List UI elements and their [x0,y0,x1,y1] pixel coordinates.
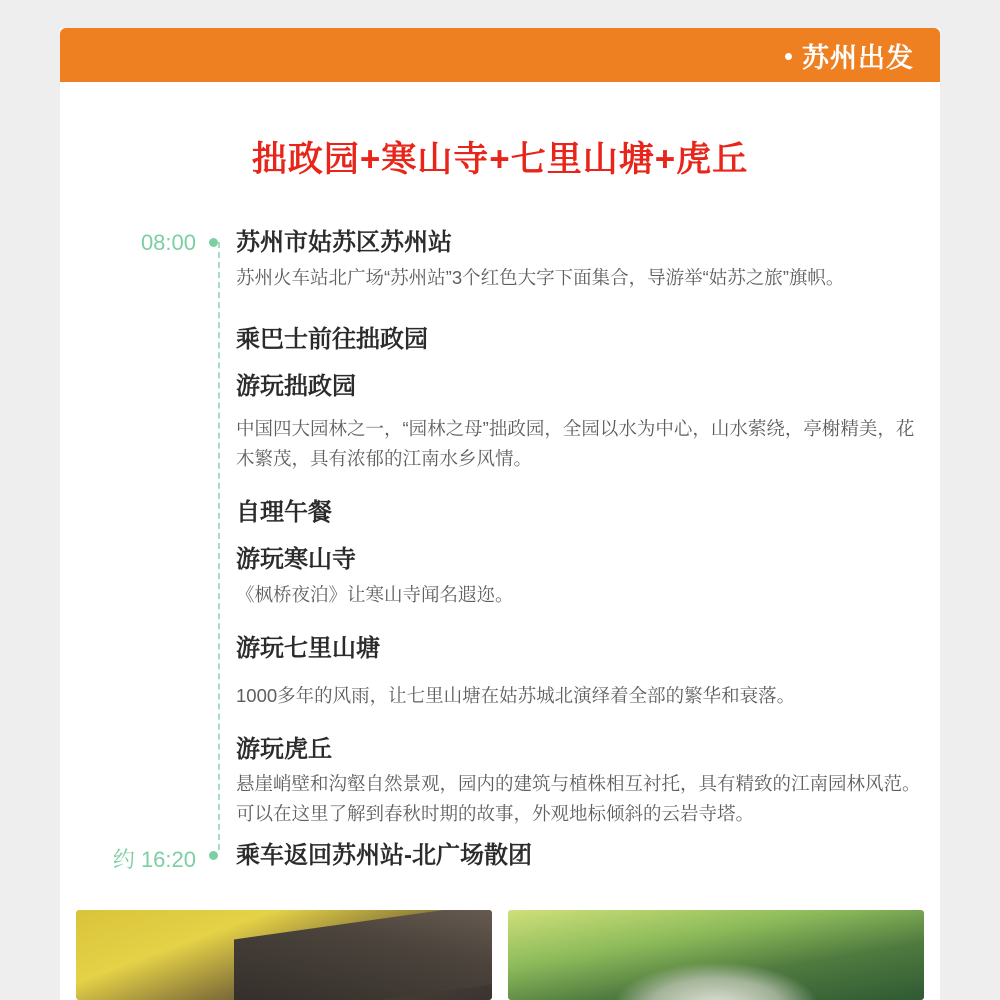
item-title: 游玩拙政园 [236,372,356,400]
item-title: 游玩寒山寺 [236,546,356,574]
spacer [60,829,940,839]
item-time: 08:00 [140,230,196,255]
spacer [60,533,940,543]
item-title: 游玩虎丘 [236,735,332,763]
item-desc: 苏州火车站北广场“苏州站”3个红色大字下面集合，导游举“姑苏之旅”旗帜。 [236,266,845,288]
item-content [228,323,940,360]
item-desc: 悬崖峭壁和沟壑自然景观，园内的建筑与植株相互衬托，具有精致的江南园林风范。可以在这里了解到春秋时期的故事，外观地标倾斜的云岩寺塔。 [236,773,921,825]
item-content [228,370,940,475]
item-title: 乘车返回苏州站-北广场散团 [236,842,532,870]
list-item [60,839,940,876]
item-title: 自理午餐 [236,499,332,527]
list-item [60,323,940,360]
list-item [60,370,940,475]
timeline-dot-icon [209,238,218,247]
item-time [60,543,210,547]
list-item [60,632,940,711]
photo-strip [60,910,940,1000]
header-bar [60,28,940,82]
itinerary-timeline [60,226,940,876]
brochure-page [60,28,940,1000]
item-time [60,323,210,327]
item-title: 乘巴士前往拙政园 [236,325,428,353]
list-item [60,543,940,610]
item-content [228,226,940,293]
item-time [60,632,210,636]
item-content [228,543,940,610]
spacer [60,610,940,632]
item-content [228,733,940,830]
bullet-dot-icon [785,53,792,60]
item-title: 苏州市姑苏区苏州站 [236,229,452,256]
item-title: 游玩七里山塘 [236,634,380,662]
garden-bridge-photo [508,910,924,1000]
spacer [60,474,940,496]
item-content [228,496,940,533]
item-desc: 1000多年的风雨，让七里山塘在姑苏城北演绎着全部的繁华和衰落。 [236,684,796,706]
item-time [60,370,210,374]
item-content [228,632,940,711]
list-item [60,496,940,533]
list-item [60,733,940,830]
item-time [60,733,210,737]
page-title: 拙政园+寒山寺+七里山塘+虎丘 [251,140,749,179]
item-time: 约 16:20 [112,847,196,873]
ginkgo-temple-photo [76,910,492,1000]
item-desc: 中国四大园林之一，“园林之母”拙政园，全园以水为中心，山水萦绕，亭榭精美，花木繁茂，具有浓郁的江南水乡风情。 [236,418,915,470]
departure-label: 苏州出发 [802,42,914,73]
timeline-dot-icon [209,851,218,860]
spacer [60,360,940,370]
spacer [60,293,940,323]
item-content [228,839,940,876]
spacer [60,711,940,733]
item-time [60,496,210,500]
item-desc: 《枫桥夜泊》让寒山寺闻名遐迩。 [236,583,514,605]
list-item [60,226,940,293]
